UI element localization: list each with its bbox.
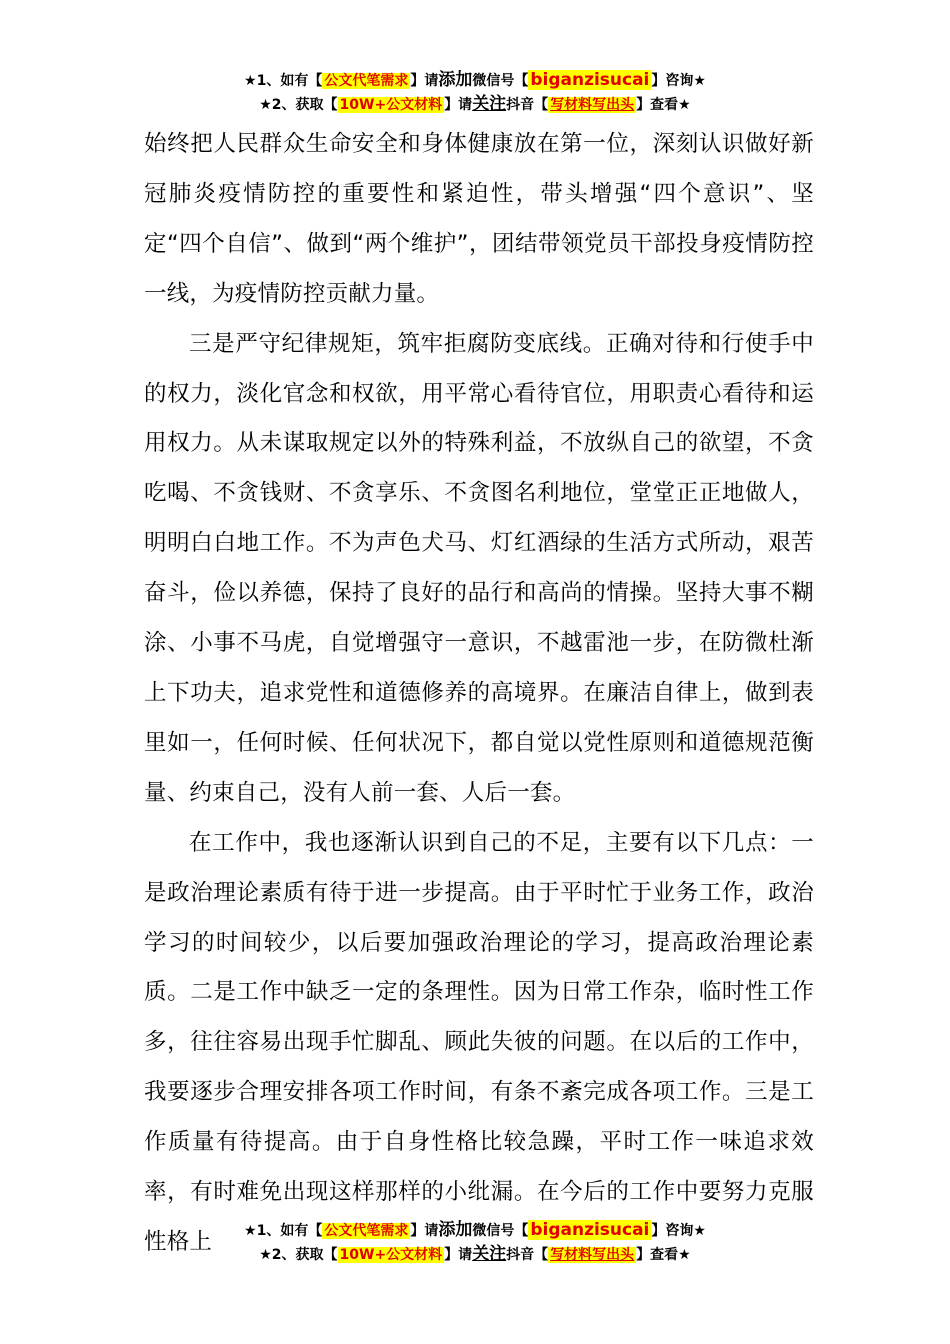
banner-line-2 [0, 1242, 950, 1266]
banner-text: ★2、获取【 [259, 97, 338, 113]
header-banner [0, 68, 950, 116]
paragraph-1: 始终把人民群众生命安全和身体健康放在第一位，深刻认识做好新冠肺炎疫情防控的重要性和紧迫性，带头增强“四个意识”、坚定“四个自信”、做到“两个维护”，团结带领党员干部投身疫情防控一线，为疫情防控贡献力量。 [144, 131, 814, 307]
banner-text: ★1、如有【 [244, 73, 323, 89]
banner-text: 】请 [410, 1223, 439, 1239]
banner-line-2 [0, 92, 950, 116]
paragraph-2: 三是严守纪律规矩，筑牢拒腐防变底线。正确对待和行使手中的权力，淡化官念和权欲，用平常心看待官位，用职责心看待和运用权力。从未谋取规定以外的特殊利益，不放纵自己的欲望，不贪吃喝、不贪钱财、不贪享乐、不贪图名利地位，堂堂正正地做人，明明白白地工作。不为声色犬马、灯红酒绿的生活方式所动，艰苦奋斗，俭以养德，保持了良好的品行和高尚的情操。坚持大事不糊涂、小事不马虎，自觉增强守一意识，不越雷池一步，在防微杜渐上下功夫，追求党性和道德修养的高境界。在廉洁自律上，做到表里如一，任何时候、任何状况下，都自觉以党性原则和道德规范衡量、约束自己，没有人前一套、人后一套。 [144, 330, 814, 806]
emphasis-text: 关注 [472, 94, 507, 114]
banner-text: 】查看★ [636, 1247, 691, 1263]
banner-text: 抖音【 [506, 97, 549, 113]
highlight-text: 10W+公文材料 [339, 97, 443, 113]
banner-text: ★2、获取【 [259, 1247, 338, 1263]
banner-text: 】请 [410, 73, 439, 89]
banner-text: 抖音【 [506, 1247, 549, 1263]
highlight-text: 公文代笔需求 [324, 73, 409, 89]
banner-text: 】请 [444, 1247, 473, 1263]
banner-text: 】请 [444, 97, 473, 113]
wechat-id: biganzisucai [530, 70, 650, 90]
document-body [144, 120, 814, 1268]
banner-text: 微信号【 [472, 1223, 529, 1239]
banner-line-1 [0, 1218, 950, 1242]
douyin-name: 写材料写出头 [550, 97, 635, 113]
emphasis-text: 添加 [438, 1220, 473, 1240]
highlight-text: 公文代笔需求 [324, 1223, 409, 1239]
banner-text: 微信号【 [472, 73, 529, 89]
banner-line-1 [0, 68, 950, 92]
footer-banner [0, 1218, 950, 1266]
wechat-id: biganzisucai [530, 1220, 650, 1240]
highlight-text: 10W+公文材料 [339, 1247, 443, 1263]
banner-text: 】咨询★ [651, 1223, 706, 1239]
paragraph-3: 在工作中，我也逐渐认识到自己的不足，主要有以下几点：一是政治理论素质有待于进一步提高。由于平时忙于业务工作，政治学习的时间较少，以后要加强政治理论的学习，提高政治理论素质。二是工作中缺乏一定的条理性。因为日常工作杂，临时性工作多，往往容易出现手忙脚乱、顾此失彼的问题。在以后的工作中，我要逐步合理安排各项工作时间，有条不紊完成各项工作。三是工作质量有待提高。由于自身性格比较急躁，平时工作一味追求效率，有时难免出现这样那样的小纰漏。在今后的工作中要努力克服性格上 [144, 829, 814, 1255]
douyin-name: 写材料写出头 [550, 1247, 635, 1263]
banner-text: 】查看★ [636, 97, 691, 113]
emphasis-text: 关注 [472, 1244, 507, 1264]
banner-text: ★1、如有【 [244, 1223, 323, 1239]
emphasis-text: 添加 [438, 70, 473, 90]
banner-text: 】咨询★ [651, 73, 706, 89]
